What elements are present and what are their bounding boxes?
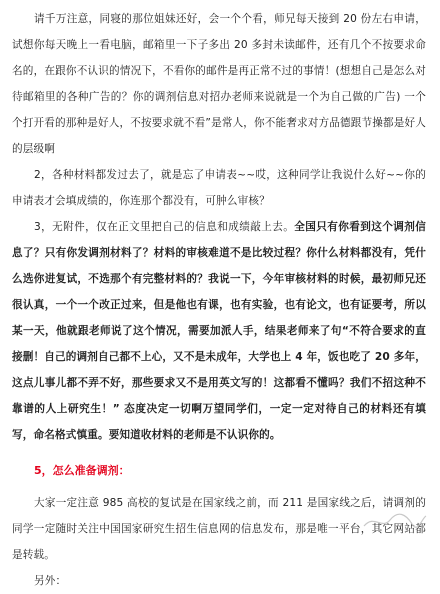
paragraph-3: [12, 214, 426, 448]
paragraph-3-lead: 3，无附件，仅在正文里把自己的信息和成绩敲上去。: [34, 221, 295, 233]
paragraph-5: 大家一定注意 985 高校的复试是在国家线之前，而 211 是国家线之后，请调剂的同学一定随时关注中国国家研究生招生信息网的信息发布，那是唯一平台，其它网站都是转载。: [12, 497, 426, 561]
watermark-signature-icon: [360, 510, 430, 532]
paragraph-3-bold: 全国只有你看到这个调剂信息了？只有你发调剂材料了？材料的审核难道不是比较过程？你什么材料都没有，凭什么选你进复试，不选那个有完整材料的？我说一下，今年审核材料的时候，最初师兄还很认真，一个一个改正过来，但是他也有课，也有实验，也有论文，也有证要考，所以某一天，他就跟老师说了这个情况，需要加派人手，结果老师来了句“不符合要求的直接删！自己的调剂自己都不上心，又不是未成年，大学也上 4 年，饭也吃了 20 多年，这点儿事儿都不弄不好，那些要求又不是用英文写的！这都看不懂吗？我们不招这种不靠谱的人上研究生！” 态度决定一切啊万望同学们，一定一定对待自己的材料还有填写，命名格式慎重。要知道收材料的老师是不认识你的。: [12, 221, 426, 441]
paragraph-6: 另外：: [34, 575, 67, 587]
section-heading-5: 5，怎么准备调剂：: [34, 464, 130, 477]
paragraph-1: 请千万注意，同寝的那位姐妹还好，会一个个看，师兄每天接到 20 份左右申请，试想你每天晚上一看电脑，邮箱里一下子多出 20 多封未读邮件，还有几个不按要求命名的，在跟你不认识的情况下，不看你的邮件是再正常不过的事情！(想想自己是怎么对待邮箱里的各种广告的？你的调剂信息对招办老师来说就是一个为自己做的广告) 一个个打开看的那种是好人，不按要求就不看”是常人，你不能奢求对方品德跟节操都是好人的层级啊: [12, 13, 426, 155]
paragraph-2: 2，各种材料都发过去了，就是忘了申请表~~哎，这种同学让我说什么好~~你的申请表才会填成绩的，你连那个都没有，可肿么审核？: [12, 169, 426, 207]
